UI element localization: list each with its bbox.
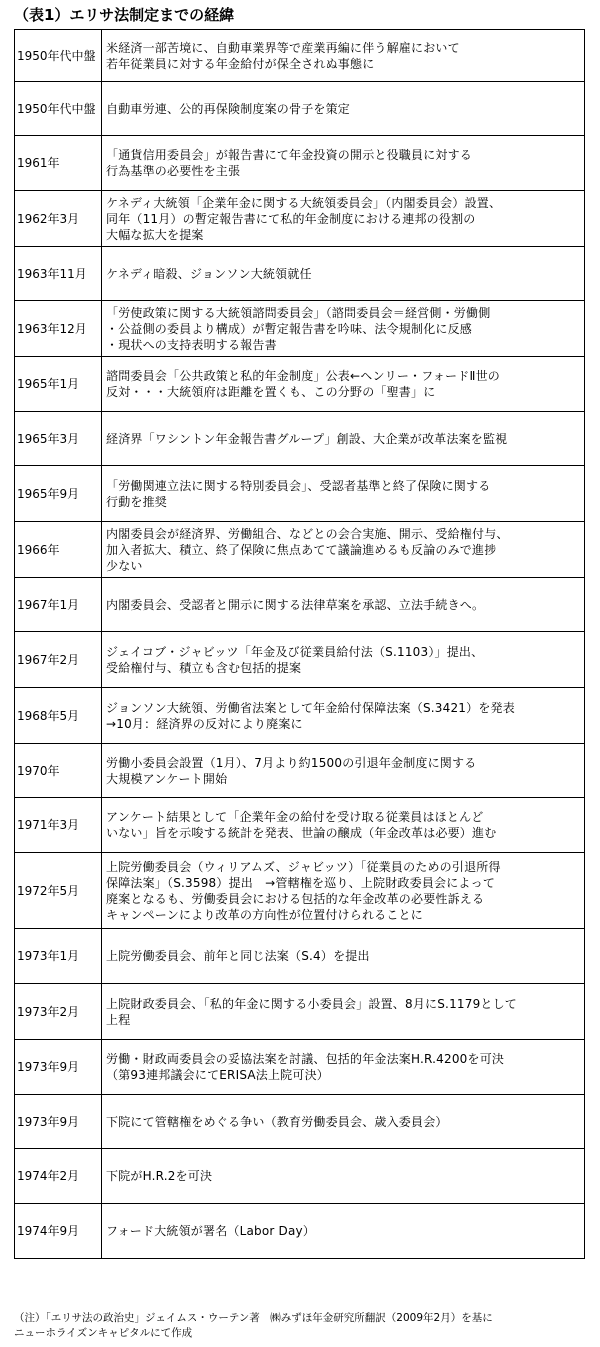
table-row bbox=[15, 688, 585, 744]
row-date: 1973年9月 bbox=[15, 1040, 102, 1095]
table-row bbox=[15, 357, 585, 412]
row-event: フォード大統領が署名（Labor Day） bbox=[102, 1204, 585, 1259]
row-date: 1968年5月 bbox=[15, 688, 102, 744]
row-date: 1967年1月 bbox=[15, 578, 102, 632]
row-date: 1963年12月 bbox=[15, 301, 102, 357]
row-date: 1970年 bbox=[15, 744, 102, 798]
timeline-body bbox=[15, 30, 585, 1259]
row-date: 1965年3月 bbox=[15, 412, 102, 466]
table-row bbox=[15, 191, 585, 247]
table-row bbox=[15, 301, 585, 357]
row-date: 1973年9月 bbox=[15, 1095, 102, 1149]
table-row bbox=[15, 247, 585, 301]
table-row bbox=[15, 798, 585, 853]
table-row bbox=[15, 929, 585, 984]
table-row bbox=[15, 632, 585, 688]
row-event: 「労働関連立法に関する特別委員会」、受認者基準と終了保険に関する 行動を推奨 bbox=[102, 466, 585, 522]
row-event: 上院財政委員会、「私的年金に関する小委員会」設置、8月にS.1179として 上程 bbox=[102, 984, 585, 1040]
row-event: 労働・財政両委員会の妥協法案を討議、包括的年金法案H.R.4200を可決 （第93連邦議会にてERISA法上院可決） bbox=[102, 1040, 585, 1095]
table-row bbox=[15, 1204, 585, 1259]
table-row bbox=[15, 578, 585, 632]
row-event: 上院労働委員会（ウィリアムズ、ジャビッツ）「従業員のための引退所得 保障法案」（S.3598）提出 →管轄権を巡り、上院財政委員会によって 廃案となるも、労働委員会における包括的な年金改革の必要性訴える キャンペーンにより改革の方向性が位置付けられることに bbox=[102, 853, 585, 929]
row-event: 内閣委員会が経済界、労働組合、などとの会合実施、開示、受給権付与、 加入者拡大、積立、終了保険に焦点あてて議論進めるも反論のみで進捗 少ない bbox=[102, 522, 585, 578]
row-event: 経済界「ワシントン年金報告書グループ」創設、大企業が改革法案を監視 bbox=[102, 412, 585, 466]
table-row bbox=[15, 1040, 585, 1095]
table-row bbox=[15, 853, 585, 929]
row-event: ケネディ大統領「企業年金に関する大統領委員会」（内閣委員会）設置、 同年（11月）の暫定報告書にて私的年金制度における連邦の役割の 大幅な拡大を提案 bbox=[102, 191, 585, 247]
row-date: 1974年9月 bbox=[15, 1204, 102, 1259]
table-row bbox=[15, 412, 585, 466]
table-row bbox=[15, 522, 585, 578]
row-event: 「通貨信用委員会」が報告書にて年金投資の開示と役職員に対する 行為基準の必要性を主張 bbox=[102, 136, 585, 191]
row-event: ジェイコブ・ジャビッツ「年金及び従業員給付法（S.1103）」提出、 受給権付与、積立も含む包括的提案 bbox=[102, 632, 585, 688]
row-event: ジョンソン大統領、労働省法案として年金給付保障法案（S.3421）を発表 →10月：経済界の反対により廃案に bbox=[102, 688, 585, 744]
row-event: 米経済一部苦境に、自動車業界等で産業再編に伴う解雇において 若年従業員に対する年金給付が保全されぬ事態に bbox=[102, 30, 585, 82]
row-date: 1965年1月 bbox=[15, 357, 102, 412]
row-date: 1965年9月 bbox=[15, 466, 102, 522]
row-event: 内閣委員会、受認者と開示に関する法律草案を承認、立法手続きへ。 bbox=[102, 578, 585, 632]
row-event: アンケート結果として「企業年金の給付を受け取る従業員はほとんど いない」旨を示唆する統計を発表、世論の醸成（年金改革は必要）進む bbox=[102, 798, 585, 853]
table-row bbox=[15, 30, 585, 82]
row-date: 1950年代中盤 bbox=[15, 82, 102, 136]
timeline-table bbox=[14, 29, 585, 1259]
row-event: 上院労働委員会、前年と同じ法案（S.4）を提出 bbox=[102, 929, 585, 984]
row-date: 1973年1月 bbox=[15, 929, 102, 984]
row-date: 1966年 bbox=[15, 522, 102, 578]
row-date: 1973年2月 bbox=[15, 984, 102, 1040]
row-date: 1974年2月 bbox=[15, 1149, 102, 1204]
row-date: 1961年 bbox=[15, 136, 102, 191]
table-title: （表1）エリサ法制定までの経緯 bbox=[14, 6, 235, 24]
row-event: 諮問委員会「公共政策と私的年金制度」公表←ヘンリー・フォードⅡ世の 反対・・・大統領府は距離を置くも、この分野の「聖書」に bbox=[102, 357, 585, 412]
row-event: ケネディ暗殺、ジョンソン大統領就任 bbox=[102, 247, 585, 301]
table-row bbox=[15, 744, 585, 798]
row-event: 下院にて管轄権をめぐる争い（教育労働委員会、歳入委員会） bbox=[102, 1095, 585, 1149]
row-date: 1962年3月 bbox=[15, 191, 102, 247]
table-row bbox=[15, 1149, 585, 1204]
row-event: 労働小委員会設置（1月）、7月より約1500の引退年金制度に関する 大規模アンケート開始 bbox=[102, 744, 585, 798]
row-date: 1972年5月 bbox=[15, 853, 102, 929]
row-event: 下院がH.R.2を可決 bbox=[102, 1149, 585, 1204]
row-date: 1971年3月 bbox=[15, 798, 102, 853]
row-date: 1950年代中盤 bbox=[15, 30, 102, 82]
row-date: 1963年11月 bbox=[15, 247, 102, 301]
table-row bbox=[15, 984, 585, 1040]
source-note: （注）「エリサ法の政治史」ジェイムス・ウーテン著 ㈱みずほ年金研究所翻訳（2009年2月）を基に ニューホライズンキャピタルにて作成 bbox=[14, 1312, 493, 1339]
row-date: 1967年2月 bbox=[15, 632, 102, 688]
table-row bbox=[15, 1095, 585, 1149]
row-event: 自動車労連、公的再保険制度案の骨子を策定 bbox=[102, 82, 585, 136]
table-row bbox=[15, 82, 585, 136]
table-row bbox=[15, 466, 585, 522]
table-row bbox=[15, 136, 585, 191]
row-event: 「労使政策に関する大統領諮問委員会」（諮問委員会＝経営側・労働側 ・公益側の委員より構成）が暫定報告書を吟味、法令規制化に反感 ・現状への支持表明する報告書 bbox=[102, 301, 585, 357]
